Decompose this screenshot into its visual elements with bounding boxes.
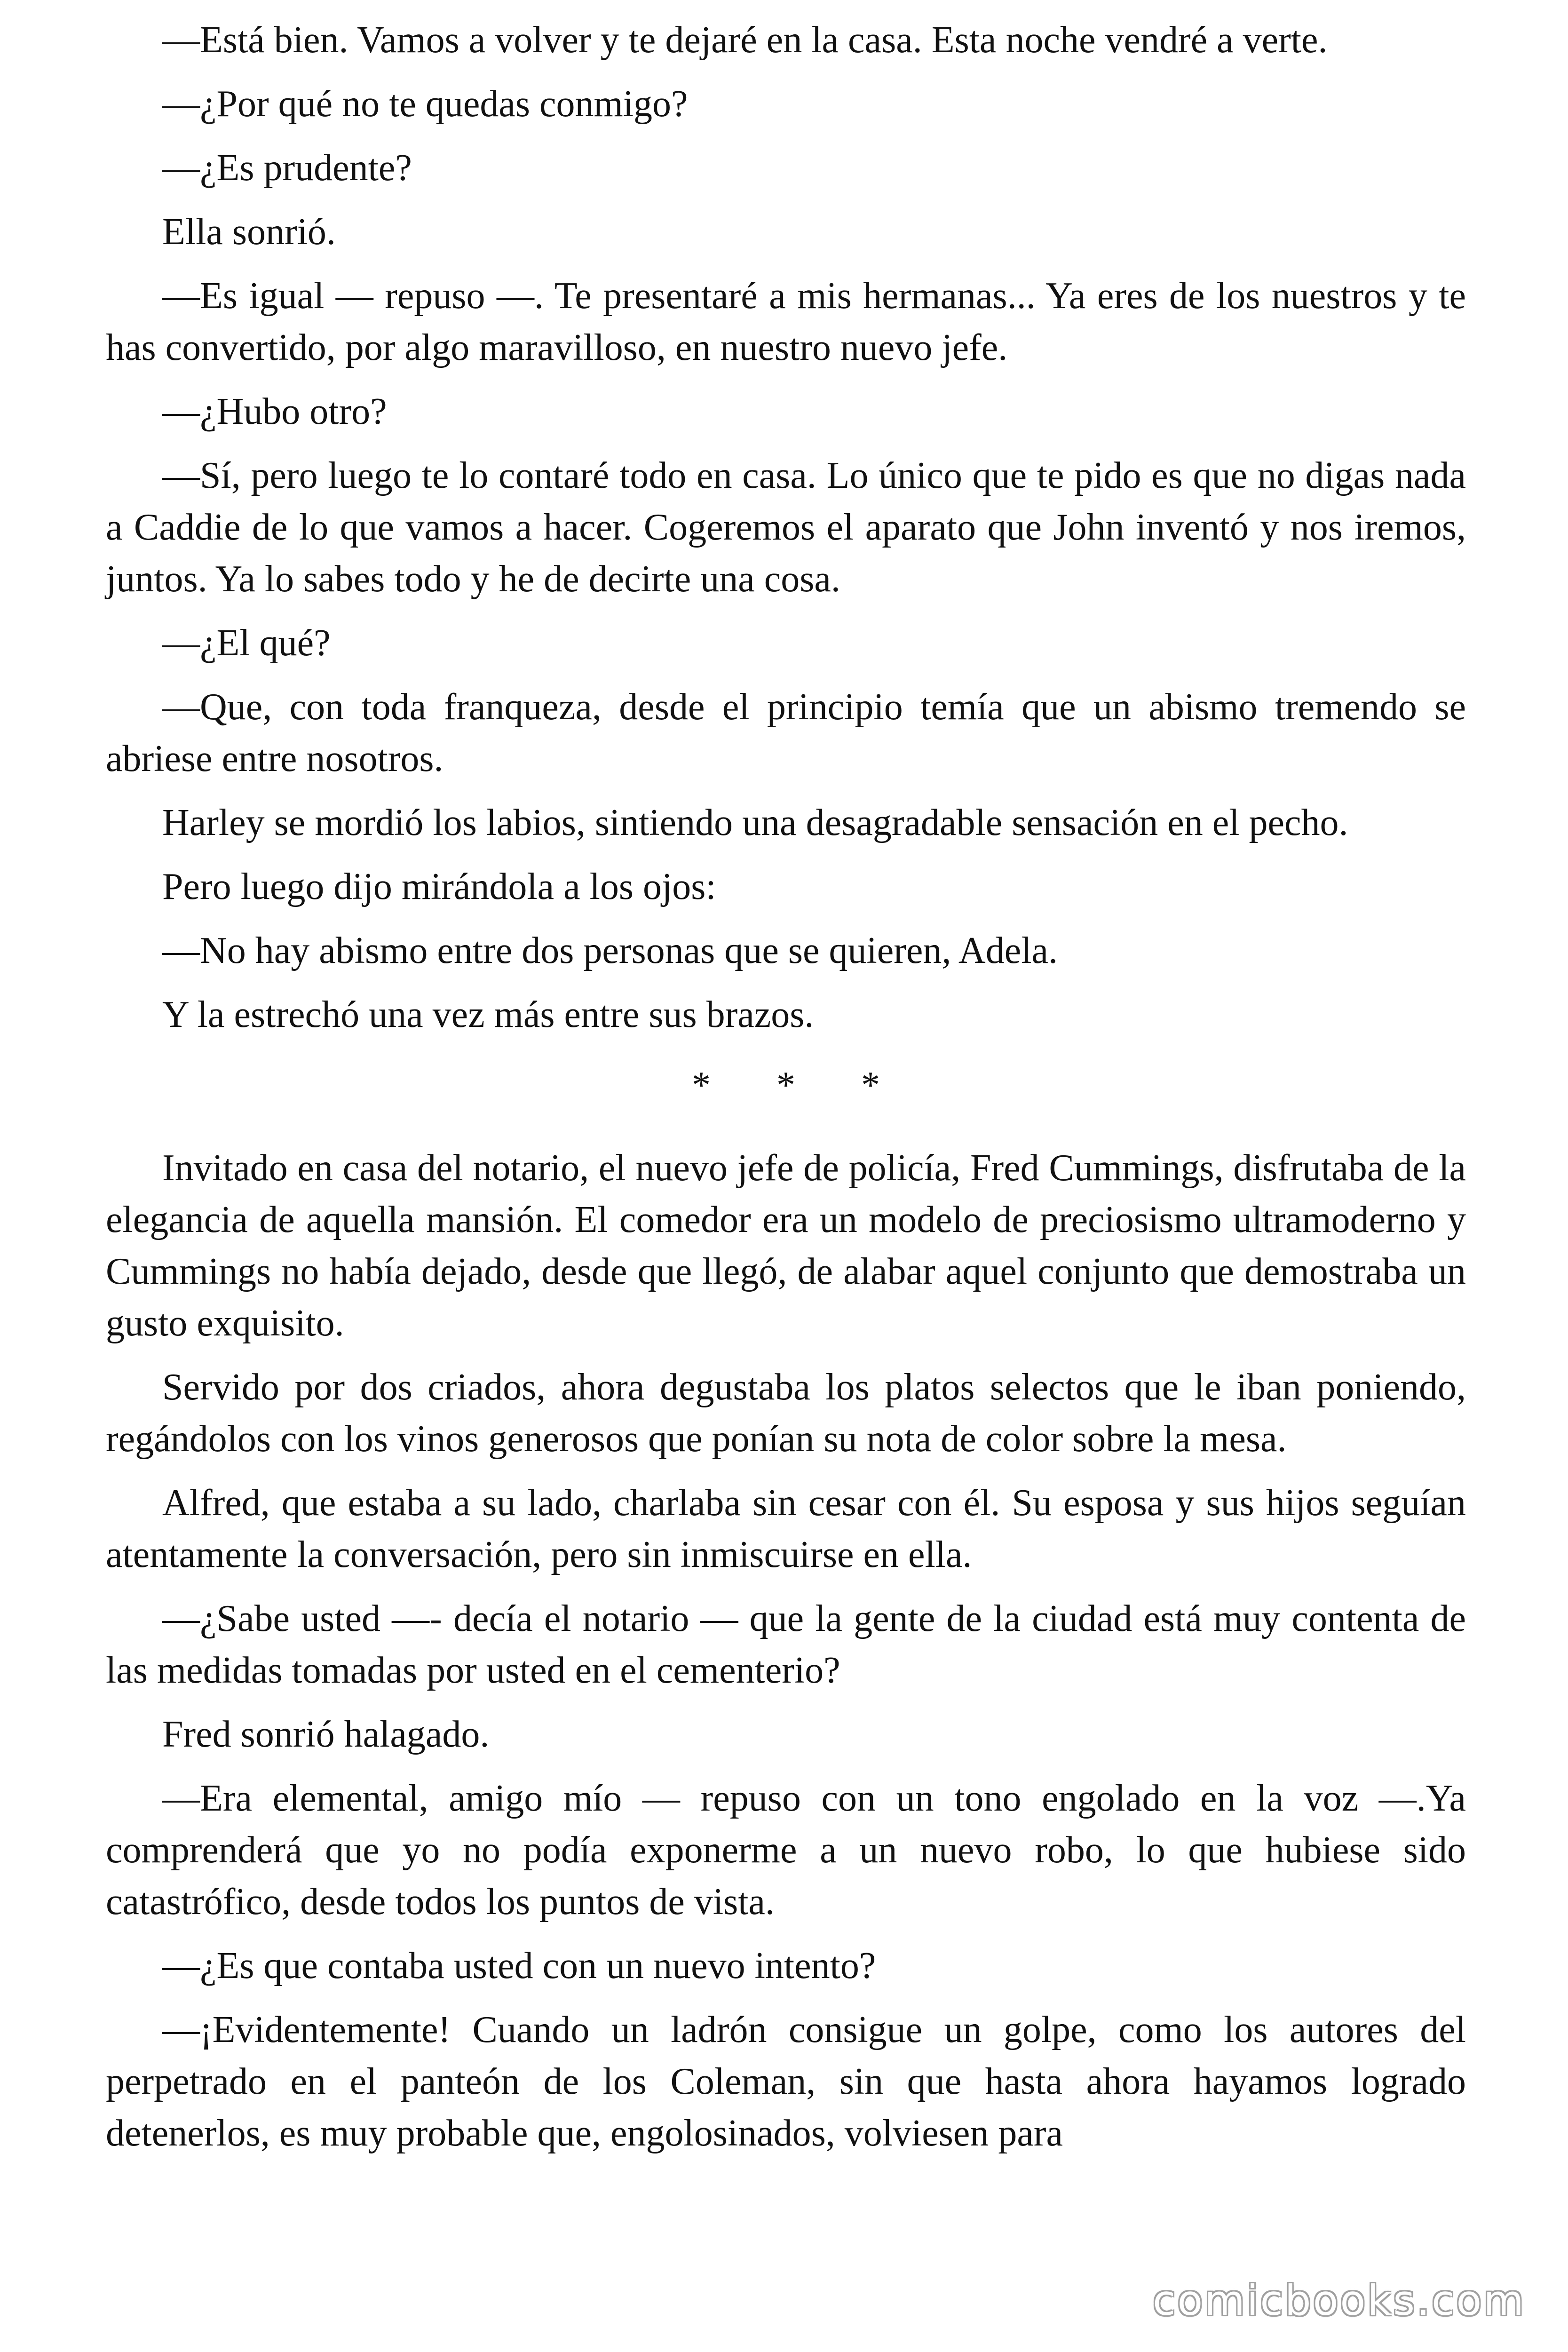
paragraph: Invitado en casa del notario, el nuevo jefe de policía, Fred Cummings, disfrutaba de la elegancia de aquella mansión. El comedor era un modelo de preciosismo ultramoderno y Cummings no había dejado, desde que llegó, de alabar aquel conjunto que demostraba un gusto exquisito.	[106, 1147, 1466, 1344]
paragraph: —Que, con toda franqueza, desde el principio temía que un abismo tremendo se abriese entre nosotros.	[106, 686, 1466, 779]
paragraph: —¿Hubo otro?	[162, 391, 387, 432]
paragraph: —¿Sabe usted —- decía el notario — que la gente de la ciudad está muy contenta de las medidas tomadas por usted en el cementerio?	[106, 1598, 1466, 1691]
separator-asterisk: *	[692, 1065, 711, 1106]
paragraph: Pero luego dijo mirándola a los ojos:	[162, 866, 716, 907]
paragraph: —Era elemental, amigo mío — repuso con un tono engolado en la voz —.Ya comprenderá que yo no podía exponerme a un nuevo robo, lo que hubiese sido catastrófico, desde todos los puntos de vista.	[106, 1778, 1466, 1923]
paragraph: —¿Es prudente?	[162, 147, 412, 189]
book-page	[106, 14, 1466, 2171]
paragraph: —Está bien. Vamos a volver y te dejaré en la casa. Esta noche vendré a verte.	[162, 19, 1328, 61]
paragraph: Alfred, que estaba a su lado, charlaba sin cesar con él. Su esposa y sus hijos seguían atentamente la conversación, pero sin inmiscuirse en ella.	[106, 1482, 1466, 1575]
paragraph: Fred sonrió halagado.	[162, 1714, 490, 1755]
paragraph: Servido por dos criados, ahora degustaba los platos selectos que le iban poniendo, regándolos con los vinos generosos que ponían su nota de color sobre la mesa.	[106, 1367, 1466, 1460]
paragraph: —¿El qué?	[162, 622, 331, 664]
watermark-logo: comicbooks.com	[1152, 2276, 1526, 2325]
paragraph: Y la estrechó una vez más entre sus brazos.	[162, 994, 814, 1035]
paragraph: —No hay abismo entre dos personas que se quieren, Adela.	[162, 930, 1058, 971]
paragraph: —Es igual — repuso —. Te presentaré a mis hermanas... Ya eres de los nuestros y te has convertido, por algo maravilloso, en nuestro nuevo jefe.	[106, 275, 1466, 368]
separator-asterisk: *	[861, 1065, 880, 1106]
paragraph: Ella sonrió.	[162, 211, 336, 253]
section-separator	[106, 1059, 1466, 1111]
paragraph: —¿Es que contaba usted con un nuevo intento?	[162, 1945, 876, 1986]
paragraph: —¡Evidentemente! Cuando un ladrón consigue un golpe, como los autores del perpetrado en el panteón de los Coleman, sin que hasta ahora hayamos logrado detenerlos, es muy probable que, engolosinados, volviesen para	[106, 2009, 1466, 2154]
paragraph: —¿Por qué no te quedas conmigo?	[162, 83, 688, 125]
paragraph: —Sí, pero luego te lo contaré todo en casa. Lo único que te pido es que no digas nada a Caddie de lo que vamos a hacer. Cogeremos el aparato que John inventó y nos iremos, juntos. Ya lo sabes todo y he de decirte una cosa.	[106, 455, 1466, 600]
separator-asterisk: *	[776, 1065, 795, 1106]
paragraph: Harley se mordió los labios, sintiendo una desagradable sensación en el pecho.	[162, 802, 1348, 843]
